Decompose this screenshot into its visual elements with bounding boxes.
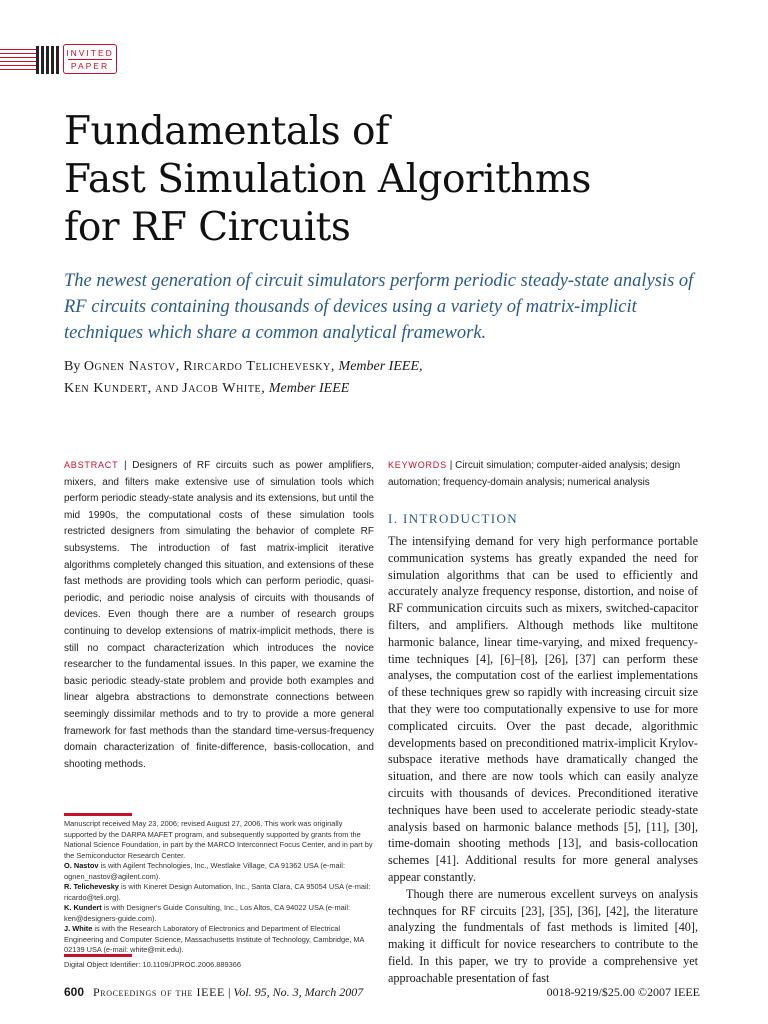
keywords: [388, 457, 700, 491]
abstract-label: ABSTRACT: [64, 460, 119, 470]
affiliation-text: is with the Research Laboratory of Electronics and Department of Electrical Engineering and Computer Science, Massachusetts Institute of Technology, Cambridge, MA 02139 USA (e-mail: white@mit.edu).: [64, 924, 365, 954]
author-list: [64, 356, 704, 400]
abstract-text: Designers of RF circuits such as power amplifiers, mixers, and filters make extensive use of simulation tools which perform periodic steady-state analysis and its extensions, but until the mid 1990s, the computational costs of these simulation tools restricted designers from simulating the behavior of complete RF subsystems. The introduction of fast matrix-implicit iterative algorithms completely changed this situation, and extensions of these fast methods are providing tools which can perform periodic, quasi-periodic, and periodic noise analysis of circuits with thousands of devices. Even though there are a number of research groups continuing to develop extensions of matrix-implicit methods, there is still no compact characterization which introduces the novice researcher to the fundamental issues. In this paper, we examine the basic periodic steady-state problem and provide both examples and linear algebra abstractions to demonstrate connections between seemingly dissimilar methods and to try to provide a more general framework for fast methods than the standard time-versus-frequency domain characterization of finite-difference, basis-collocation, and shooting methods.: [64, 460, 375, 770]
affiliation-name: R. Telichevesky: [64, 882, 119, 891]
page-footer: [64, 985, 700, 1003]
keywords-text: Circuit simulation; computer-aided analysis; design automation; frequency-domain analysis; numerical analysis: [388, 460, 681, 488]
affiliation-note: [64, 861, 376, 882]
title-line-1: Fundamentals of: [64, 109, 389, 154]
affiliation-note: [64, 882, 376, 903]
affiliation-name: K. Kundert: [64, 903, 102, 912]
body-paragraph-1: The intensifying demand for very high performance portable communication systems has greatly expanded the need for simulation algorithms that can be used to efficiently and accurately analyze frequency response, distortion, and noise of RF communication circuits such as mixers, switched-capacitor filters, and amplifiers. Although methods like multitone harmonic balance, linear time-varying, and mixed frequency-time techniques [4], [6]–[8], [26], [37] can perform these analyses, the computation cost of the earliest implementations of these techniques grew so rapidly with increasing circuit size that they were too computationally expensive to use for more complicated circuits. Over the past decade, algorithmic developments based on preconditioned matrix-implicit Krylov-subspace iterative methods have dramatically changed the situation, and there are now tools which can easily analyze circuits with thousands of devices. Preconditioned iterative techniques have been used to accelerate periodic steady-state analysis based on harmonic balance methods [5], [11], [30], time-domain shooting methods [13], and basis-collocation schemes [41]. Additional results for more general analyses appear constantly.: [388, 534, 698, 884]
copyright-info: 0018-9219/$25.00 ©2007 IEEE: [546, 985, 700, 999]
author-nastov: Ognen Nastov,: [83, 359, 180, 374]
affiliation-note: [64, 903, 376, 924]
invited-badge-bars: [0, 46, 62, 74]
affiliation-name: O. Nastov: [64, 861, 99, 870]
footnotes: [64, 819, 376, 956]
affiliation-note: [64, 924, 376, 956]
badge-line-invited: INVITED: [66, 48, 114, 58]
section-heading: I. INTRODUCTION: [388, 511, 519, 526]
doi-note: Digital Object Identifier: 10.1109/JPROC.2006.889366: [64, 960, 241, 969]
author-white: Jacob White,: [182, 381, 266, 396]
introduction-body: [388, 533, 698, 987]
page-number: 600: [64, 985, 85, 999]
paper-title: [64, 108, 724, 252]
volume-info: Vol. 95, No. 3, March 2007: [233, 985, 364, 999]
and-label: and: [155, 381, 179, 396]
title-line-2: Fast Simulation Algorithms: [64, 157, 591, 202]
abstract: [64, 457, 374, 773]
body-paragraph-2: Though there are numerous excellent surveys on analysis technques for RF circuits [23], [35], [36], [42], the literature analyzing the fundmentals of fast methods is limited [40], making it difficult for novice researchers to contribute to the field. In this paper, we try to provide a comprehensive yet approachable presentation of fast: [388, 886, 698, 985]
invited-paper-badge: [63, 44, 117, 74]
footer-divider: |: [227, 985, 231, 999]
author-membership: Member IEEE,: [338, 359, 423, 374]
manuscript-note: Manuscript received May 23, 2006; revised August 27, 2006. This work was originally supported by the DARPA MAFET program, and subsequently supported by grants from the National Science Foundation, in part by the MARCO Interconnect Focus Center, and in part by the Semiconductor Research Center.: [64, 819, 373, 860]
author-telichevesky: Rircardo Telichevesky,: [183, 359, 336, 374]
title-line-3: for RF Circuits: [64, 205, 351, 250]
author-membership: Member IEEE: [268, 381, 350, 396]
affiliation-text: is with Kineret Design Automation, Inc., Santa Clara, CA 95054 USA (e-mail: ricardo@teli.org).: [64, 882, 371, 902]
keywords-label: KEYWORDS: [388, 460, 447, 470]
author-kundert: Ken Kundert,: [64, 381, 152, 396]
affiliation-text: is with Agilent Technologies, Inc., Westlake Village, CA 91362 USA (e-mail: ognen_nastov@agilent.com).: [64, 861, 345, 881]
doi-rule: [64, 954, 132, 957]
badge-line-paper: PAPER: [68, 59, 112, 72]
by-label: By: [64, 359, 81, 374]
footnote-rule: [64, 813, 132, 816]
paper-subtitle: The newest generation of circuit simulators perform periodic steady-state analysis of RF circuits containing thousands of devices using a variety of matrix-implicit techniques which share a common analytical framework.: [64, 271, 694, 343]
keywords-divider: |: [449, 460, 453, 471]
journal-name: Proceedings of the IEEE: [93, 985, 225, 999]
affiliation-name: J. White: [64, 924, 93, 933]
affiliation-text: is with Designer's Guide Consulting, Inc., Los Altos, CA 94022 USA (e-mail: ken@designers-guide.com).: [64, 903, 351, 923]
abstract-divider: |: [124, 460, 127, 471]
